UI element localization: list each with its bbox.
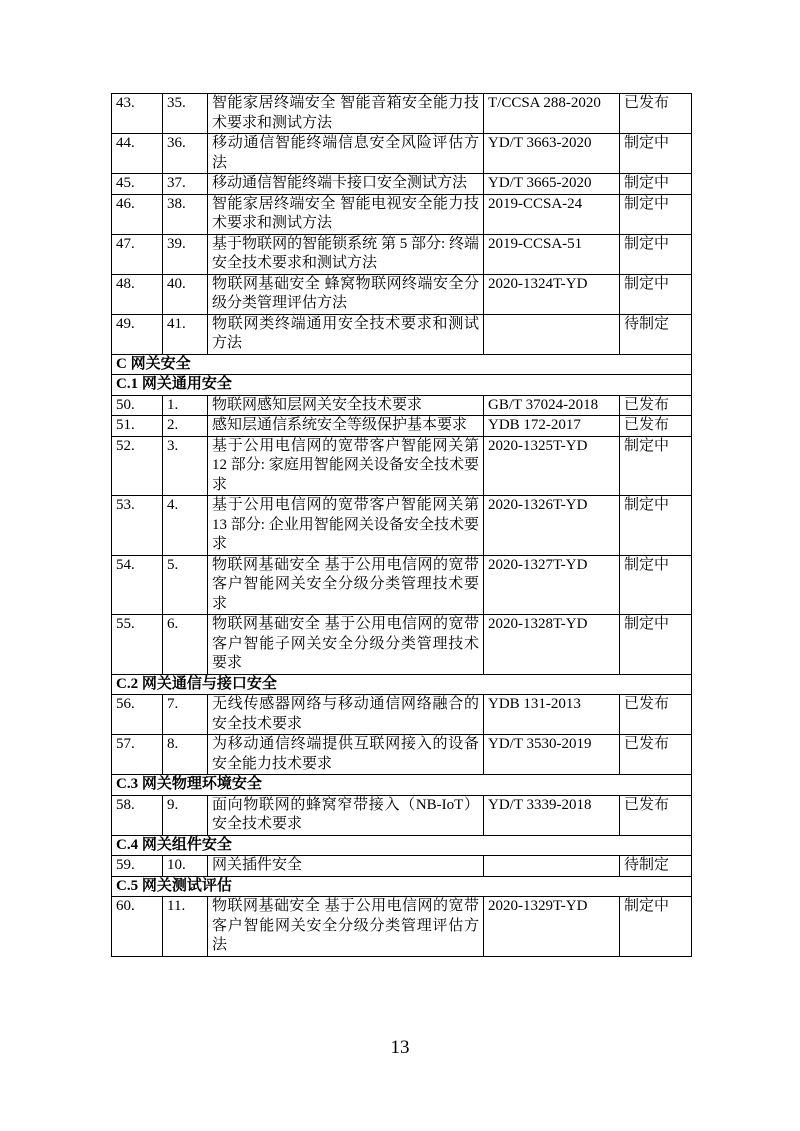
sub-number: 36. (163, 134, 208, 174)
status-text: 已发布 (620, 416, 692, 437)
section-header-row (112, 674, 692, 695)
table-row (112, 314, 692, 354)
sub-number: 39. (163, 234, 208, 274)
table-row (112, 856, 692, 877)
status-text: 已发布 (620, 795, 692, 835)
section-header-row (112, 375, 692, 396)
standard-code: 2020-1324T-YD (484, 274, 620, 314)
row-number: 59. (112, 856, 163, 877)
section-title: C.1 网关通用安全 (112, 375, 692, 396)
standard-code: YDB 172-2017 (484, 416, 620, 437)
standard-code: 2019-CCSA-51 (484, 234, 620, 274)
row-number: 57. (112, 735, 163, 775)
sub-number: 4. (163, 496, 208, 556)
status-text: 制定中 (620, 274, 692, 314)
standard-code: YD/T 3663-2020 (484, 134, 620, 174)
section-header-row (112, 775, 692, 796)
standard-code (484, 856, 620, 877)
standard-code: GB/T 37024-2018 (484, 395, 620, 416)
sub-number: 35. (163, 94, 208, 134)
table-row (112, 94, 692, 134)
row-number: 52. (112, 436, 163, 496)
table-row (112, 174, 692, 195)
standard-name: 为移动通信终端提供互联网接入的设备安全能力技术要求 (208, 735, 484, 775)
standard-code: YD/T 3665-2020 (484, 174, 620, 195)
row-number: 50. (112, 395, 163, 416)
row-number: 51. (112, 416, 163, 437)
status-text: 制定中 (620, 897, 692, 957)
status-text: 制定中 (620, 555, 692, 615)
standard-code: 2019-CCSA-24 (484, 194, 620, 234)
table-row (112, 395, 692, 416)
standards-table-body (112, 94, 692, 957)
sub-number: 10. (163, 856, 208, 877)
sub-number: 1. (163, 395, 208, 416)
row-number: 49. (112, 314, 163, 354)
sub-number: 37. (163, 174, 208, 195)
table-row (112, 436, 692, 496)
section-title: C 网关安全 (112, 354, 692, 375)
sub-number: 5. (163, 555, 208, 615)
table-row (112, 735, 692, 775)
section-header-row (112, 876, 692, 897)
status-text: 已发布 (620, 735, 692, 775)
standard-code: YDB 131-2013 (484, 695, 620, 735)
status-text: 制定中 (620, 174, 692, 195)
row-number: 54. (112, 555, 163, 615)
status-text: 已发布 (620, 94, 692, 134)
standard-name: 物联网基础安全 基于公用电信网的宽带客户智能子网关安全分级分类管理技术要求 (208, 615, 484, 675)
status-text: 待制定 (620, 856, 692, 877)
section-title: C.2 网关通信与接口安全 (112, 674, 692, 695)
standard-name: 感知层通信系统安全等级保护基本要求 (208, 416, 484, 437)
row-number: 56. (112, 695, 163, 735)
standard-name: 无线传感器网络与移动通信网络融合的安全技术要求 (208, 695, 484, 735)
table-row (112, 795, 692, 835)
standard-name: 面向物联网的蜂窝窄带接入（NB-IoT） 安全技术要求 (208, 795, 484, 835)
standard-code: T/CCSA 288-2020 (484, 94, 620, 134)
table-row (112, 194, 692, 234)
standard-name: 移动通信智能终端卡接口安全测试方法 (208, 174, 484, 195)
sub-number: 7. (163, 695, 208, 735)
section-title: C.5 网关测试评估 (112, 876, 692, 897)
standard-name: 物联网基础安全 蜂窝物联网终端安全分级分类管理评估方法 (208, 274, 484, 314)
status-text: 制定中 (620, 436, 692, 496)
table-row (112, 897, 692, 957)
standard-name: 基于公用电信网的宽带客户智能网关第 13 部分: 企业用智能网关设备安全技术要求 (208, 496, 484, 556)
row-number: 43. (112, 94, 163, 134)
row-number: 53. (112, 496, 163, 556)
sub-number: 6. (163, 615, 208, 675)
row-number: 48. (112, 274, 163, 314)
sub-number: 9. (163, 795, 208, 835)
row-number: 46. (112, 194, 163, 234)
standard-name: 物联网感知层网关安全技术要求 (208, 395, 484, 416)
section-title: C.4 网关组件安全 (112, 835, 692, 856)
sub-number: 41. (163, 314, 208, 354)
row-number: 44. (112, 134, 163, 174)
section-header-row (112, 354, 692, 375)
standard-name: 智能家居终端安全 智能电视安全能力技术要求和测试方法 (208, 194, 484, 234)
standard-code: 2020-1328T-YD (484, 615, 620, 675)
status-text: 制定中 (620, 234, 692, 274)
row-number: 47. (112, 234, 163, 274)
standard-code: 2020-1329T-YD (484, 897, 620, 957)
table-row (112, 695, 692, 735)
sub-number: 11. (163, 897, 208, 957)
status-text: 待制定 (620, 314, 692, 354)
table-row (112, 416, 692, 437)
sub-number: 3. (163, 436, 208, 496)
row-number: 58. (112, 795, 163, 835)
page-number: 13 (390, 1037, 410, 1058)
table-row (112, 496, 692, 556)
sub-number: 40. (163, 274, 208, 314)
table-row (112, 555, 692, 615)
status-text: 制定中 (620, 134, 692, 174)
sub-number: 38. (163, 194, 208, 234)
table-row (112, 134, 692, 174)
standard-name: 移动通信智能终端信息安全风险评估方法 (208, 134, 484, 174)
row-number: 45. (112, 174, 163, 195)
status-text: 已发布 (620, 695, 692, 735)
row-number: 60. (112, 897, 163, 957)
table-row (112, 234, 692, 274)
standard-name: 基于公用电信网的宽带客户智能网关第 12 部分: 家庭用智能网关设备安全技术要求 (208, 436, 484, 496)
table-row (112, 274, 692, 314)
standard-code (484, 314, 620, 354)
status-text: 制定中 (620, 194, 692, 234)
standard-code: 2020-1326T-YD (484, 496, 620, 556)
standard-code: 2020-1327T-YD (484, 555, 620, 615)
row-number: 55. (112, 615, 163, 675)
section-header-row (112, 835, 692, 856)
standard-code: YD/T 3339-2018 (484, 795, 620, 835)
standard-name: 网关插件安全 (208, 856, 484, 877)
sub-number: 8. (163, 735, 208, 775)
section-title: C.3 网关物理环境安全 (112, 775, 692, 796)
standard-code: 2020-1325T-YD (484, 436, 620, 496)
status-text: 已发布 (620, 395, 692, 416)
standards-table (111, 93, 692, 957)
standard-name: 物联网基础安全 基于公用电信网的宽带客户智能网关安全分级分类管理技术要求 (208, 555, 484, 615)
standard-name: 基于物联网的智能锁系统 第 5 部分: 终端安全技术要求和测试方法 (208, 234, 484, 274)
standard-name: 物联网类终端通用安全技术要求和测试方法 (208, 314, 484, 354)
sub-number: 2. (163, 416, 208, 437)
standard-code: YD/T 3530-2019 (484, 735, 620, 775)
standard-name: 智能家居终端安全 智能音箱安全能力技术要求和测试方法 (208, 94, 484, 134)
status-text: 制定中 (620, 496, 692, 556)
standard-name: 物联网基础安全 基于公用电信网的宽带客户智能网关安全分级分类管理评估方法 (208, 897, 484, 957)
status-text: 制定中 (620, 615, 692, 675)
table-row (112, 615, 692, 675)
